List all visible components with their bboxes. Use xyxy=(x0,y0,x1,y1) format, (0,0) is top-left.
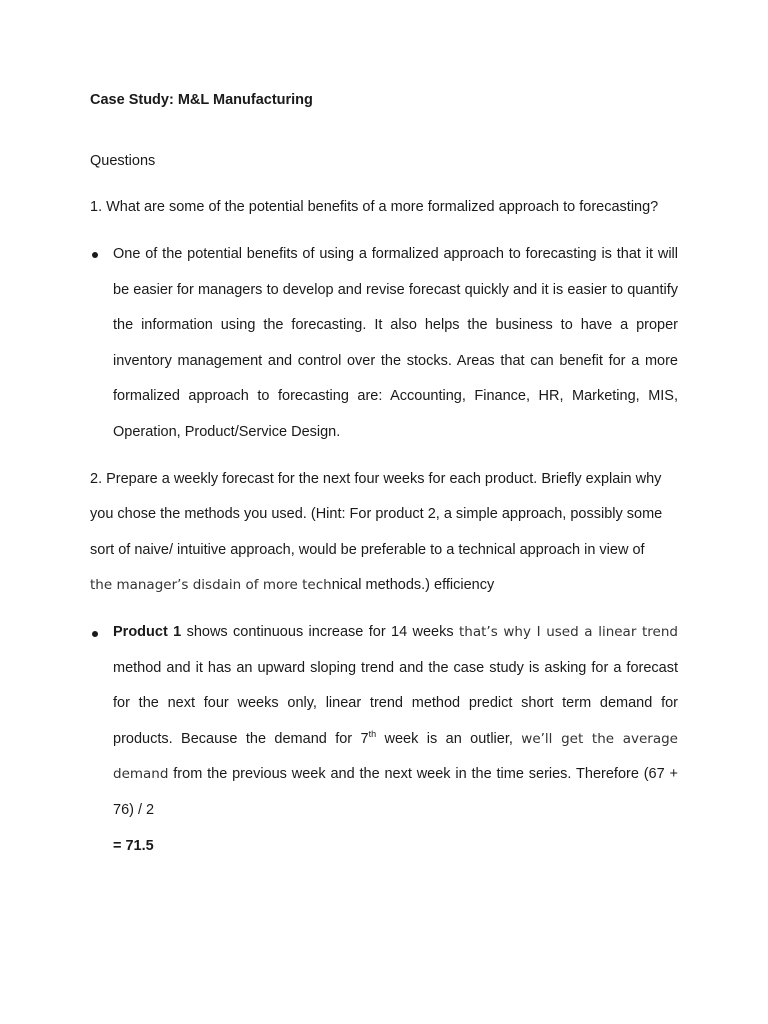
result-value: = 71.5 xyxy=(113,837,154,854)
answer-2-text-3: week is an outlier, xyxy=(376,730,522,747)
answer-2-alt-2: we’ll get the average demand xyxy=(113,730,678,783)
question-2-line-2: you chose the methods you used. (Hint: For product 2, a simple approach, possibly some xyxy=(90,506,663,522)
question-2-line-3: sort of naive/ intuitive approach, would be preferable to a technical approach in view of xyxy=(90,542,645,558)
section-heading: Questions xyxy=(90,153,156,169)
ordinal-superscript: th xyxy=(368,728,377,739)
question-2-line-1: 2. Prepare a weekly forecast for the next four weeks for each product. Briefly explain why xyxy=(90,471,662,487)
question-2-line-4-main: nical methods.) efficiency xyxy=(331,577,495,593)
answer-2-text-4: from the previous week and the next week in the time series. Therefore (67 + 76) / 2 xyxy=(113,766,678,818)
page-title: Case Study: M&L Manufacturing xyxy=(90,92,313,108)
answer-2-alt-1: that’s why I used a linear trend xyxy=(459,624,678,640)
answer-2-text-1: shows continuous increase for 14 weeks xyxy=(181,624,459,640)
answer-1-paragraph: One of the potential benefits of using a formalized approach to forecasting is that it will be easier for managers to develop and revise forecast quickly and it is easier to quantify the information using the forecasting. It also helps the business to have a proper inventory management and control over the stocks. Areas that can benefit for a more formalized approach to forecasting are: Accounting, Finance, HR, Marketing, MIS, Operation, Product/Service Design. xyxy=(113,246,678,440)
product-1-label: Product 1 xyxy=(113,624,182,640)
question-2-line-4 xyxy=(90,576,494,594)
question-1: 1. What are some of the potential benefits of a more formalized approach to forecasting? xyxy=(90,199,659,215)
question-2-line-4-alt: the manager’s disdain of more tech xyxy=(90,577,332,593)
answer-2-paragraph xyxy=(113,615,678,864)
answer-2-text-2: method and it has an upward sloping trend and the case study is asking for a forecast for the next four weeks only, linear trend method predict short term demand for products. Because the demand for 7 xyxy=(113,659,678,747)
bullet-icon xyxy=(92,252,98,258)
bullet-icon xyxy=(92,631,98,637)
